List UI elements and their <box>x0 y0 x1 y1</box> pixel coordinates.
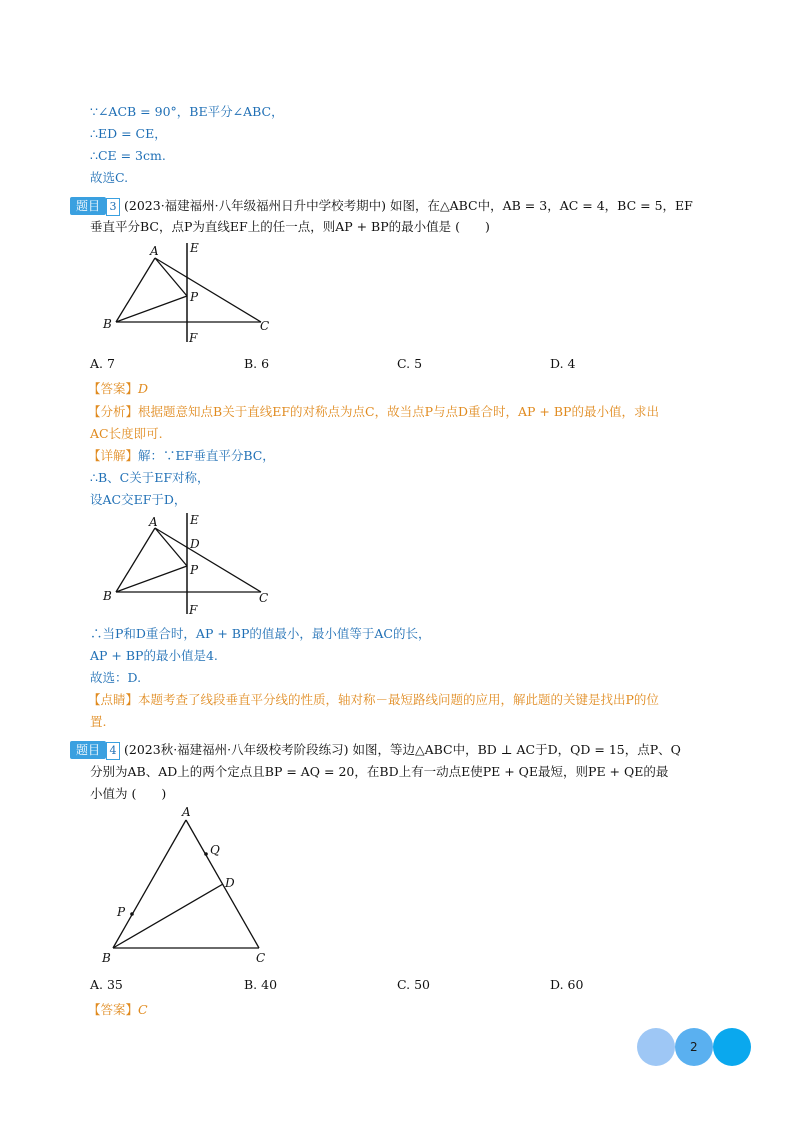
q4-stem-line-1 <box>70 738 681 761</box>
q3-stem-line-2: 垂直平分BC，点P为直线EF上的任一点，则AP + BP的最小值是 ( ) <box>90 219 490 234</box>
q3-text-1: (2023·福建福州·八年级福州日升中学校考期中) 如图，在△ABC中，AB = 3，AC = 4，BC = 5，EF <box>124 198 693 213</box>
fig2-label-p: P <box>190 563 199 577</box>
page-number-badge <box>634 1026 754 1070</box>
q4-option-c: C. 50 <box>397 977 430 992</box>
q3-option-d: D. 4 <box>550 356 576 371</box>
q4-answer-value: C <box>138 1002 148 1017</box>
fig1-label-a: A <box>150 244 159 258</box>
q3-number: 3 <box>106 198 120 216</box>
q4-option-d: D. 60 <box>550 977 584 992</box>
fig3-label-p: P <box>117 905 126 919</box>
q3-detail-line-2: ∴B、C关于EF对称， <box>90 470 210 485</box>
q4-stem-line-3: 小值为 ( ) <box>90 786 167 801</box>
fig3-label-q: Q <box>210 843 220 857</box>
q3-detail-text-1: 解：∵EF垂直平分BC， <box>138 448 275 463</box>
q3-analysis-line-2: AC长度即可. <box>90 426 163 441</box>
fig1-label-f: F <box>189 331 198 345</box>
q3-answer-label: 【答案】 <box>88 381 139 396</box>
q4-option-a: A. 35 <box>90 977 123 992</box>
page-number: 2 <box>690 1040 698 1054</box>
fig3-label-a: A <box>182 805 191 819</box>
fig3-label-d: D <box>225 876 235 890</box>
q3-detail-line-5: AP + BP的最小值是4. <box>90 648 218 663</box>
badge-circle-left <box>637 1028 675 1066</box>
q3-analysis-label: 【分析】 <box>88 404 139 419</box>
q4-answer <box>88 998 148 1021</box>
fig3-label-c: C <box>256 951 266 965</box>
q3-option-c: C. 5 <box>397 356 423 371</box>
fig2-label-f: F <box>189 603 198 617</box>
q3-analysis-text-1: 根据题意知点B关于直线EF的对称点为点C，故当点P与点D重合时，AP + BP的最小值，求出 <box>138 404 659 419</box>
fig3-label-b: B <box>102 951 111 965</box>
q3-option-b: B. 6 <box>244 356 270 371</box>
fig2-label-a: A <box>149 515 158 529</box>
q4-stem-line-2: 分别为AB、AD上的两个定点且BP = AQ = 20，在BD上有一动点E使PE + QE最短，则PE + QE的最 <box>90 764 669 779</box>
q3-detail-line-3: 设AC交EF于D， <box>90 492 187 507</box>
fig1-label-e: E <box>190 241 199 255</box>
q3-detail-line-6: 故选：D. <box>90 670 142 685</box>
fig1-label-b: B <box>103 317 112 331</box>
q3-answer-value: D <box>138 381 149 396</box>
q3-detail-label: 【详解】 <box>88 448 139 463</box>
fig2-label-e: E <box>190 513 199 527</box>
prev-solution-line-4: 故选C. <box>90 170 129 185</box>
q3-stem-line-1 <box>70 194 693 217</box>
fig1-label-c: C <box>260 319 270 333</box>
fig2-label-b: B <box>103 589 112 603</box>
q3-analysis-line-1 <box>88 400 659 423</box>
q3-tag: 题目 <box>70 197 106 215</box>
q3-figure <box>95 238 285 350</box>
fig2-label-d: D <box>190 537 200 551</box>
q4-number: 4 <box>106 742 120 760</box>
prev-solution-line-1: ∵∠ACB = 90°，BE平分∠ABC， <box>90 104 284 119</box>
q3-comment-line-2: 置. <box>90 714 107 729</box>
q3-option-a: A. 7 <box>90 356 115 371</box>
q3-detail-figure <box>95 508 285 618</box>
q4-option-b: B. 40 <box>244 977 278 992</box>
q3-detail-line-4: ∴当P和D重合时，AP + BP的值最小，最小值等于AC的长， <box>90 626 431 641</box>
q3-comment-text-1: 本题考查了线段垂直平分线的性质，轴对称－最短路线问题的应用，解此题的关键是找出P的位 <box>138 692 659 707</box>
q4-answer-label: 【答案】 <box>88 1002 139 1017</box>
badge-circle-right <box>713 1028 751 1066</box>
q4-text-1: (2023秋·福建福州·八年级校考阶段练习) 如图，等边△ABC中，BD ⊥ AC于D，QD = 15，点P、Q <box>124 742 681 757</box>
prev-solution-line-2: ∴ED = CE， <box>90 126 167 141</box>
q4-tag: 题目 <box>70 741 106 759</box>
fig1-label-p: P <box>190 290 199 304</box>
q3-comment-label: 【点睛】 <box>88 692 139 707</box>
fig2-label-c: C <box>259 591 269 605</box>
q3-detail-line-1 <box>88 444 275 467</box>
q3-comment-line-1 <box>88 688 659 711</box>
prev-solution-line-3: ∴CE = 3cm. <box>90 148 166 163</box>
q3-answer <box>88 377 148 400</box>
q4-figure <box>98 802 278 967</box>
